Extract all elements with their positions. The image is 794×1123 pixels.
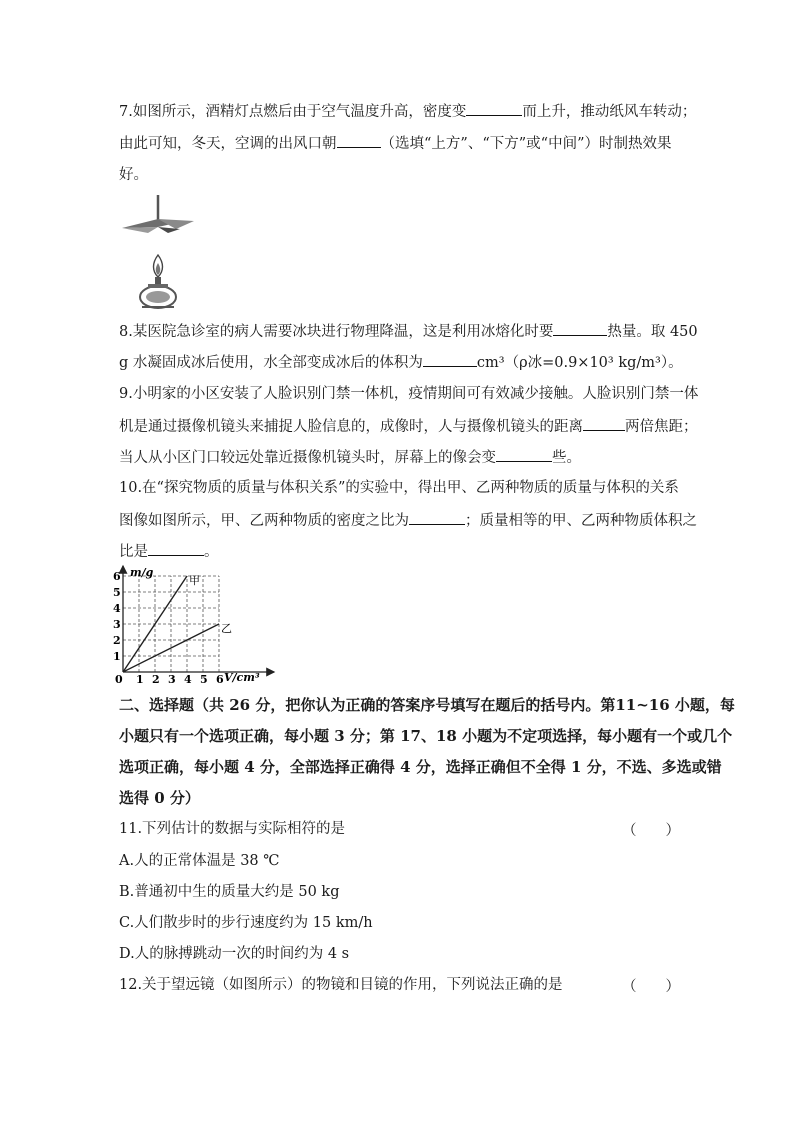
section2-line-1 [119, 695, 735, 715]
q8-blank-1[interactable] [553, 321, 607, 336]
chart-grid [123, 576, 219, 672]
x-tick-label: 2 [152, 673, 160, 684]
q7-text-c: 由此可知，冬天，空调的出风口朝 [119, 136, 337, 152]
q8-text-c: g 水凝固成冰后使用，水全部变成冰后的体积为 [119, 355, 423, 371]
q9-text-e: 些。 [552, 450, 581, 466]
q11-option-c-text: C.人们散步时的步行速度约为 15 km/h [119, 915, 373, 931]
q9-line-1 [119, 384, 698, 404]
chart-series [123, 574, 232, 672]
q10-text-a: 10.在“探究物质的质量与体积关系”的实验中，得出甲、乙两种物质的质量与体积的关系 [119, 480, 679, 496]
q8-text-a: 8.某医院急诊室的病人需要冰块进行物理降温，这是利用冰熔化时要 [119, 324, 554, 340]
section2-text-3: 选项正确，每小题 4 分，全部选择正确得 4 分，选择正确但不全得 1 分，不选、多选或错 [119, 758, 722, 776]
section2-line-4 [119, 788, 200, 808]
q11-stem-text: 11.下列估计的数据与实际相符的是 [119, 821, 346, 837]
y-tick-label: 4 [113, 602, 121, 615]
q7-blank-2[interactable] [337, 133, 381, 148]
y-tick-label: 6 [113, 570, 121, 583]
series-label-1: 甲 [189, 574, 200, 587]
q10-line-1 [119, 478, 679, 498]
q12-stem-text: 12.关于望远镜（如图所示）的物镜和目镜的作用，下列说法正确的是 [119, 977, 563, 993]
q9-blank-1[interactable] [583, 416, 625, 431]
y-tick-label: 5 [113, 586, 121, 599]
q12-stem [119, 975, 563, 995]
q9-blank-2[interactable] [496, 447, 552, 462]
q7-line-2 [119, 133, 671, 154]
q10-line-3 [119, 541, 219, 562]
q9-line-2 [119, 416, 698, 437]
y-axis-label: m/g [130, 566, 154, 579]
x-tick-label: 1 [136, 673, 144, 684]
q11-option-b[interactable] [119, 882, 340, 902]
section2-text-1: 二、选择题（共 26 分，把你认为正确的答案序号填写在题后的括号内。第11~16 小题，每 [119, 696, 735, 714]
series-label-2: 乙 [221, 622, 232, 635]
q8-line-1 [119, 321, 698, 342]
q9-text-b: 机是通过摄像机镜头来捕捉人脸信息的，成像时，人与摄像机镜头的距离 [119, 419, 583, 435]
section2-line-3 [119, 757, 722, 777]
q10-text-d: 比是 [119, 544, 148, 560]
q11-option-c[interactable] [119, 913, 373, 933]
q10-line-2 [119, 510, 697, 531]
q9-text-a: 9.小明家的小区安装了人脸识别门禁一体机，疫情期间可有效减少接触。人脸识别门禁一体 [119, 386, 699, 402]
chart-ticks [113, 570, 224, 684]
section2-line-2 [119, 726, 732, 746]
origin-label: 0 [115, 673, 123, 684]
q7-text-e: 好。 [119, 167, 148, 183]
pinwheel-icon [122, 195, 194, 233]
y-tick-label: 1 [113, 650, 121, 663]
q9-line-3 [119, 447, 581, 468]
y-tick-label: 3 [113, 618, 121, 631]
q11-stem [119, 819, 345, 839]
q11-answer-paren[interactable]: （ ） [622, 823, 680, 839]
q7-line-3 [119, 165, 148, 185]
mass-volume-chart [112, 562, 280, 684]
q11-option-d-text: D.人的脉搏跳动一次的时间约为 4 s [119, 946, 350, 962]
q9-text-c: 两倍焦距； [625, 419, 698, 435]
q8-line-2 [119, 352, 683, 373]
y-tick-label: 2 [113, 634, 121, 647]
q10-text-b: 图像如图所示，甲、乙两种物质的密度之比为 [119, 513, 409, 529]
q11-option-a-text: A.人的正常体温是 38 ℃ [119, 853, 280, 869]
q9-text-d: 当人从小区门口较远处靠近摄像机镜头时，屏幕上的像会变 [119, 450, 496, 466]
x-tick-label: 6 [216, 673, 224, 684]
q7-text-d: （选填“上方”、“下方”或“中间”）时制热效果 [380, 136, 672, 152]
q12-answer-paren[interactable]: （ ） [622, 979, 680, 995]
q7-text-b: 而上升，推动纸风车转动； [522, 104, 697, 120]
x-tick-label: 5 [200, 673, 208, 684]
x-tick-label: 3 [168, 673, 176, 684]
alcohol-lamp-pinwheel-figure [118, 193, 198, 311]
q8-blank-2[interactable] [423, 352, 477, 367]
q7-line-1 [119, 101, 696, 122]
q10-text-e: 。 [204, 544, 219, 560]
x-axis-label: V/cm³ [224, 671, 260, 684]
q10-blank-1[interactable] [409, 510, 465, 525]
alcohol-lamp-icon [140, 255, 176, 308]
q11-option-b-text: B.普通初中生的质量大约是 50 kg [119, 884, 340, 900]
x-tick-label: 4 [184, 673, 192, 684]
q7-blank-1[interactable] [466, 101, 522, 116]
q11-option-a[interactable] [119, 851, 279, 871]
q11-option-d[interactable] [119, 944, 349, 964]
q8-text-b: 热量。取 450 [607, 324, 698, 340]
q7-text-a: 7.如图所示，酒精灯点燃后由于空气温度升高，密度变 [119, 104, 467, 120]
q10-text-c: ；质量相等的甲、乙两种物质体积之 [465, 513, 697, 529]
q10-blank-2[interactable] [148, 541, 204, 556]
section2-text-4: 选得 0 分） [119, 789, 200, 807]
q8-text-d: cm³（ρ冰=0.9×10³ kg/m³）。 [476, 355, 683, 371]
section2-text-2: 小题只有一个选项正确，每小题 3 分；第 17、18 小题为不定项选择，每小题有一个或几个 [119, 727, 733, 745]
